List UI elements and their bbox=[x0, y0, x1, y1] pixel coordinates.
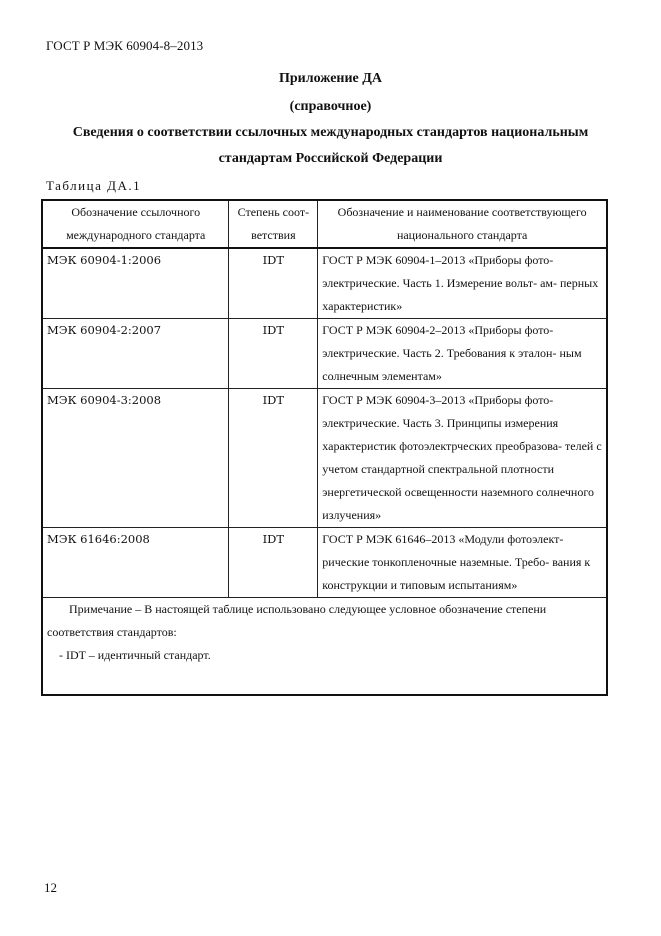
cell-national-standard: ГОСТ Р МЭК 60904-3–2013 «Приборы фото- электрические. Часть 3. Принципы измерения характеристик фотоэлектрческих преобразова- телей с учетом стандартной спектральной плотности энергетической освещенности наземного солнечного излучения» bbox=[318, 389, 607, 528]
table-row bbox=[42, 389, 607, 528]
cell-national-standard: ГОСТ Р МЭК 61646–2013 «Модули фотоэлект- рические тонкопленочные наземные. Требо- вания к конструкции и типовым испытаниям» bbox=[318, 528, 607, 598]
cell-international-code: МЭК 60904-2:2007 bbox=[42, 319, 229, 389]
note-line-3: - IDT – идентичный стандарт. bbox=[59, 648, 211, 662]
table-note-row bbox=[42, 598, 607, 696]
cell-international-code: МЭК 61646:2008 bbox=[42, 528, 229, 598]
table-caption: Таблица ДА.1 bbox=[46, 178, 142, 193]
header-international-standard: Обозначение ссылочного международного стандарта bbox=[42, 200, 229, 248]
note-line-2: соответствия стандартов: bbox=[47, 625, 177, 639]
cell-degree: IDT bbox=[229, 389, 318, 528]
table-row bbox=[42, 319, 607, 389]
header-degree-of-correspondence: Степень соот- ветствия bbox=[229, 200, 318, 248]
cell-national-standard: ГОСТ Р МЭК 60904-1–2013 «Приборы фото- электрические. Часть 1. Измерение вольт- ам- перных характеристик» bbox=[318, 248, 607, 319]
page-number: 12 bbox=[44, 880, 57, 895]
cell-international-code: МЭК 60904-3:2008 bbox=[42, 389, 229, 528]
cell-international-code: МЭК 60904-1:2006 bbox=[42, 248, 229, 319]
note-line-1: Примечание – В настоящей таблице использовано следующее условное обозначение степени bbox=[69, 602, 547, 616]
annex-status: (справочное) bbox=[289, 99, 372, 114]
annex-heading-line-2: стандартам Российской Федерации bbox=[218, 151, 443, 166]
annex-title: Приложение ДА bbox=[278, 71, 383, 86]
table-row bbox=[42, 248, 607, 319]
annex-heading-line-1: Сведения о соответствии ссылочных международных стандартов национальным bbox=[72, 125, 589, 140]
correspondence-table bbox=[41, 199, 608, 696]
cell-degree: IDT bbox=[229, 248, 318, 319]
header-national-standard: Обозначение и наименование соответствующего национального стандарта bbox=[318, 200, 607, 248]
cell-degree: IDT bbox=[229, 319, 318, 389]
cell-national-standard: ГОСТ Р МЭК 60904-2–2013 «Приборы фото- электрические. Часть 2. Требования к эталон- ным солнечным элементам» bbox=[318, 319, 607, 389]
cell-degree: IDT bbox=[229, 528, 318, 598]
document-code-header: ГОСТ Р МЭК 60904-8–2013 bbox=[46, 38, 204, 53]
table-row bbox=[42, 528, 607, 598]
table-header-row bbox=[42, 200, 607, 248]
table-note bbox=[42, 598, 607, 696]
